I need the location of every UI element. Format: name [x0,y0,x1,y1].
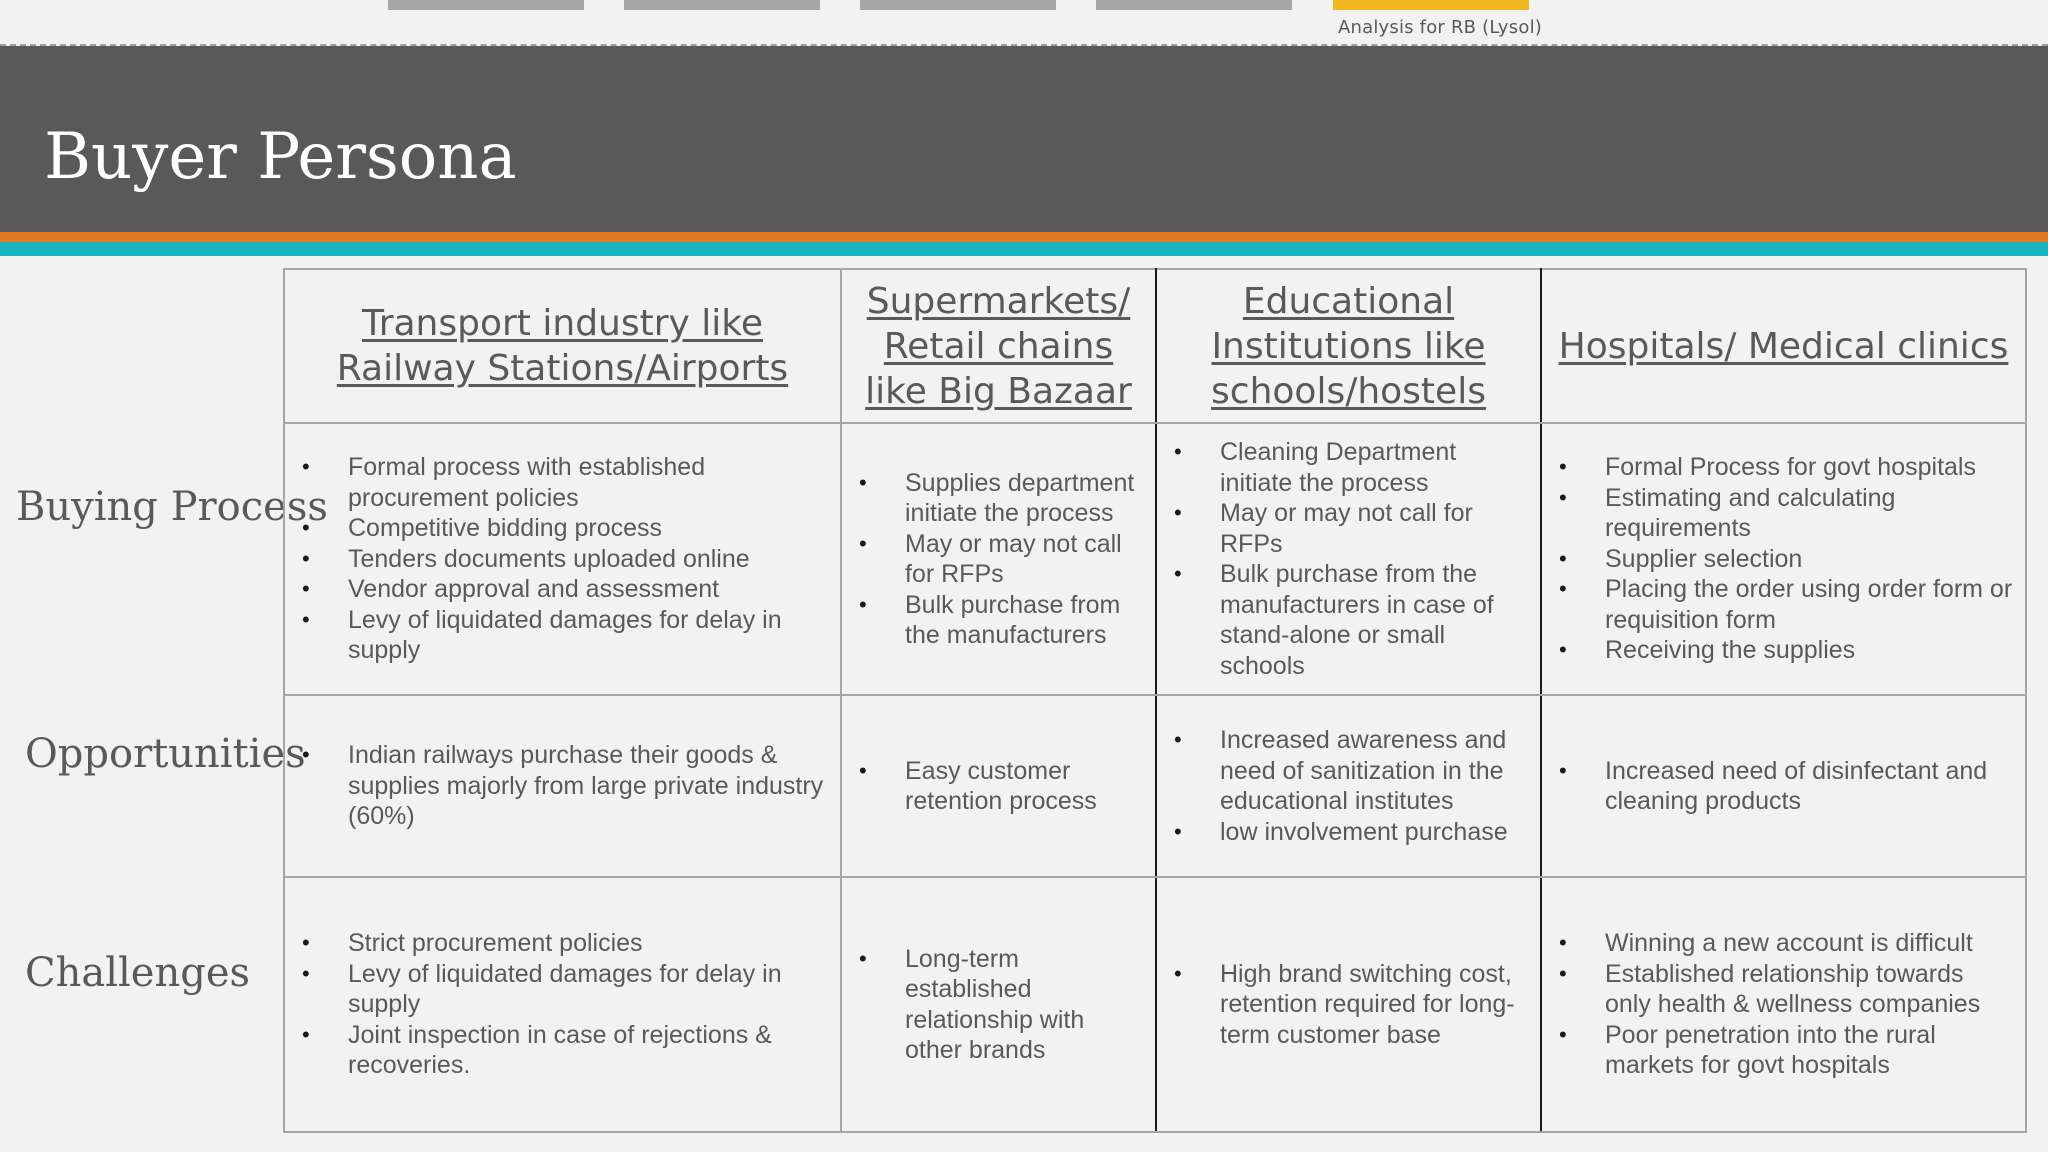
bullet-item: • Placing the order using order form or requisition form [1605,574,2015,635]
buying-process-row [284,423,2026,695]
teal-stripe [0,242,2048,256]
column-heading: Educational Institutions like schools/hostels [1156,269,1541,423]
bullet-list [285,740,840,832]
column-heading: Hospitals/ Medical clinics [1541,269,2026,423]
row-label-buying-process: Buying Process [16,484,328,530]
bullet-list [842,468,1155,651]
bullet-item: • Receiving the supplies [1605,635,2015,666]
bullet-list [842,944,1155,1066]
bullet-list [842,756,1155,817]
opportunities-row [284,695,2026,877]
header-row [284,269,2026,423]
section-tab-active[interactable] [1333,0,1529,10]
bullet-list [1542,928,2025,1081]
column-heading: Transport industry like Railway Stations/Airports [284,269,841,423]
cell-challenges [1156,877,1541,1132]
bullet-item: • Tenders documents uploaded online [348,544,830,575]
bullet-item: • High brand switching cost, retention required for long-term customer base [1220,959,1530,1051]
section-tab-4[interactable] [1096,0,1292,10]
orange-stripe [0,232,2048,242]
bullet-list [1157,959,1540,1051]
section-tab-2[interactable] [624,0,820,10]
bullet-item: • May or may not call for RFPs [1220,498,1530,559]
column-heading: Supermarkets/ Retail chains like Big Bazaar [841,269,1156,423]
cell-buying-process [284,423,841,695]
bullet-list [285,928,840,1081]
bullet-item: • Supplies department initiate the process [905,468,1145,529]
bullet-item: • Joint inspection in case of rejections & recoveries. [348,1020,830,1081]
bullet-item: • Winning a new account is difficult [1605,928,2015,959]
cell-opportunities [284,695,841,877]
bullet-list [1157,437,1540,681]
cell-challenges [1541,877,2026,1132]
bullet-item: • Increased need of disinfectant and cleaning products [1605,756,2015,817]
bullet-item: • Bulk purchase from the manufacturers [905,590,1145,651]
bullet-list [1542,452,2025,666]
bullet-item: • Cleaning Department initiate the process [1220,437,1530,498]
bullet-item: • Easy customer retention process [905,756,1145,817]
cell-buying-process [1156,423,1541,695]
bullet-list [1157,725,1540,847]
active-tab-label: Analysis for RB (Lysol) [1338,17,1542,38]
bullet-item: • low involvement purchase [1220,817,1530,848]
persona-table [283,268,2027,1133]
cell-opportunities [1541,695,2026,877]
bullet-item: • Formal Process for govt hospitals [1605,452,2015,483]
row-label-challenges: Challenges [25,950,251,996]
bullet-item: • Increased awareness and need of sanitization in the educational institutes [1220,725,1530,817]
bullet-item: • Vendor approval and assessment [348,574,830,605]
row-label-opportunities: Opportunities [25,731,306,777]
slide-title: Buyer Persona [44,120,517,194]
bullet-item: • Long-term established relationship with other brands [905,944,1145,1066]
cell-buying-process [1541,423,2026,695]
cell-challenges [284,877,841,1132]
cell-challenges [841,877,1156,1132]
bullet-item: • Indian railways purchase their goods & supplies majorly from large private industry (60%) [348,740,830,832]
section-tab-1[interactable] [388,0,584,10]
bullet-item: • Levy of liquidated damages for delay in supply [348,959,830,1020]
cell-buying-process [841,423,1156,695]
bullet-item: • Established relationship towards only health & wellness companies [1605,959,2015,1020]
bullet-list [1542,756,2025,817]
bullet-item: • Bulk purchase from the manufacturers in case of stand-alone or small schools [1220,559,1530,681]
bullet-list [285,452,840,666]
bullet-item: • Competitive bidding process [348,513,830,544]
cell-opportunities [1156,695,1541,877]
bullet-item: • Poor penetration into the rural markets for govt hospitals [1605,1020,2015,1081]
bullet-item: • Supplier selection [1605,544,2015,575]
cell-opportunities [841,695,1156,877]
bullet-item: • Estimating and calculating requirements [1605,483,2015,544]
bullet-item: • May or may not call for RFPs [905,529,1145,590]
section-tabs [0,0,2048,44]
bullet-item: • Strict procurement policies [348,928,830,959]
bullet-item: • Formal process with established procurement policies [348,452,830,513]
section-tab-3[interactable] [860,0,1056,10]
bullet-item: • Levy of liquidated damages for delay in supply [348,605,830,666]
challenges-row [284,877,2026,1132]
